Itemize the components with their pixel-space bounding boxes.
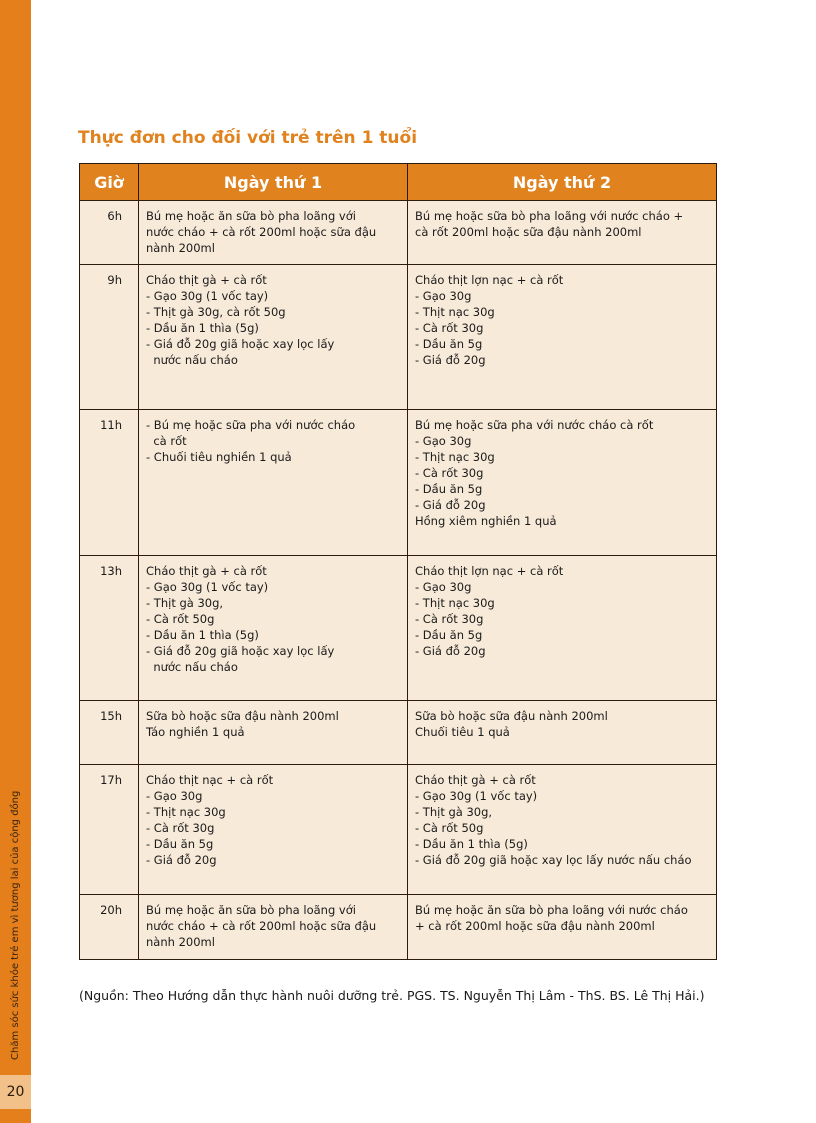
table-row (80, 265, 717, 410)
time-cell: 20h (80, 895, 139, 960)
side-caption: Chăm sóc sức khỏe trẻ em vì tương lai của cộng đồng (10, 790, 21, 1060)
time-cell: 9h (80, 265, 139, 410)
header-day2: Ngày thứ 2 (408, 164, 717, 201)
day2-cell: Cháo thịt lợn nạc + cà rốt - Gạo 30g - Thịt nạc 30g - Cà rốt 30g - Dầu ăn 5g - Giá đỗ 20g (408, 265, 717, 410)
day1-cell: Cháo thịt gà + cà rốt - Gạo 30g (1 vốc tay) - Thịt gà 30g, cà rốt 50g - Dầu ăn 1 thìa (5g) - Giá đỗ 20g giã hoặc xay lọc lấy nước nấu cháo (139, 265, 408, 410)
table-row (80, 895, 717, 960)
header-time: Giờ (80, 164, 139, 201)
time-cell: 15h (80, 701, 139, 765)
table-row (80, 701, 717, 765)
table-row (80, 556, 717, 701)
time-cell: 11h (80, 410, 139, 556)
source-note: (Nguồn: Theo Hướng dẫn thực hành nuôi dưỡng trẻ. PGS. TS. Nguyễn Thị Lâm - ThS. BS. Lê Thị Hải.) (79, 988, 705, 1003)
time-cell: 13h (80, 556, 139, 701)
day1-cell: - Bú mẹ hoặc sữa pha với nước cháo cà rốt - Chuối tiêu nghiền 1 quả (139, 410, 408, 556)
table-row (80, 765, 717, 895)
day1-cell: Sữa bò hoặc sữa đậu nành 200ml Táo nghiền 1 quả (139, 701, 408, 765)
day2-cell: Cháo thịt gà + cà rốt - Gạo 30g (1 vốc tay) - Thịt gà 30g, - Cà rốt 50g - Dầu ăn 1 thìa (5g) - Giá đỗ 20g giã hoặc xay lọc lấy nước nấu cháo (408, 765, 717, 895)
day1-cell: Bú mẹ hoặc ăn sữa bò pha loãng với nước cháo + cà rốt 200ml hoặc sữa đậu nành 200ml (139, 201, 408, 265)
day2-cell: Cháo thịt lợn nạc + cà rốt - Gạo 30g - Thịt nạc 30g - Cà rốt 30g - Dầu ăn 5g - Giá đỗ 20g (408, 556, 717, 701)
day2-cell: Bú mẹ hoặc ăn sữa bò pha loãng với nước cháo + cà rốt 200ml hoặc sữa đậu nành 200ml (408, 895, 717, 960)
day1-cell: Bú mẹ hoặc ăn sữa bò pha loãng với nước cháo + cà rốt 200ml hoặc sữa đậu nành 200ml (139, 895, 408, 960)
page-number: 20 (0, 1075, 31, 1109)
header-row (80, 164, 717, 201)
page-title: Thực đơn cho đối với trẻ trên 1 tuổi (78, 128, 418, 148)
time-cell: 6h (80, 201, 139, 265)
header-day1: Ngày thứ 1 (139, 164, 408, 201)
time-cell: 17h (80, 765, 139, 895)
menu-table (79, 163, 717, 960)
day2-cell: Bú mẹ hoặc sữa bò pha loãng với nước cháo + cà rốt 200ml hoặc sữa đậu nành 200ml (408, 201, 717, 265)
day1-cell: Cháo thịt gà + cà rốt - Gạo 30g (1 vốc tay) - Thịt gà 30g, - Cà rốt 50g - Dầu ăn 1 thìa (5g) - Giá đỗ 20g giã hoặc xay lọc lấy nước nấu cháo (139, 556, 408, 701)
day1-cell: Cháo thịt nạc + cà rốt - Gạo 30g - Thịt nạc 30g - Cà rốt 30g - Dầu ăn 5g - Giá đỗ 20g (139, 765, 408, 895)
table-row (80, 201, 717, 265)
table-row (80, 410, 717, 556)
day2-cell: Sữa bò hoặc sữa đậu nành 200ml Chuối tiêu 1 quả (408, 701, 717, 765)
day2-cell: Bú mẹ hoặc sữa pha với nước cháo cà rốt - Gạo 30g - Thịt nạc 30g - Cà rốt 30g - Dầu ăn 5g - Giá đỗ 20g Hồng xiêm nghiền 1 quả (408, 410, 717, 556)
